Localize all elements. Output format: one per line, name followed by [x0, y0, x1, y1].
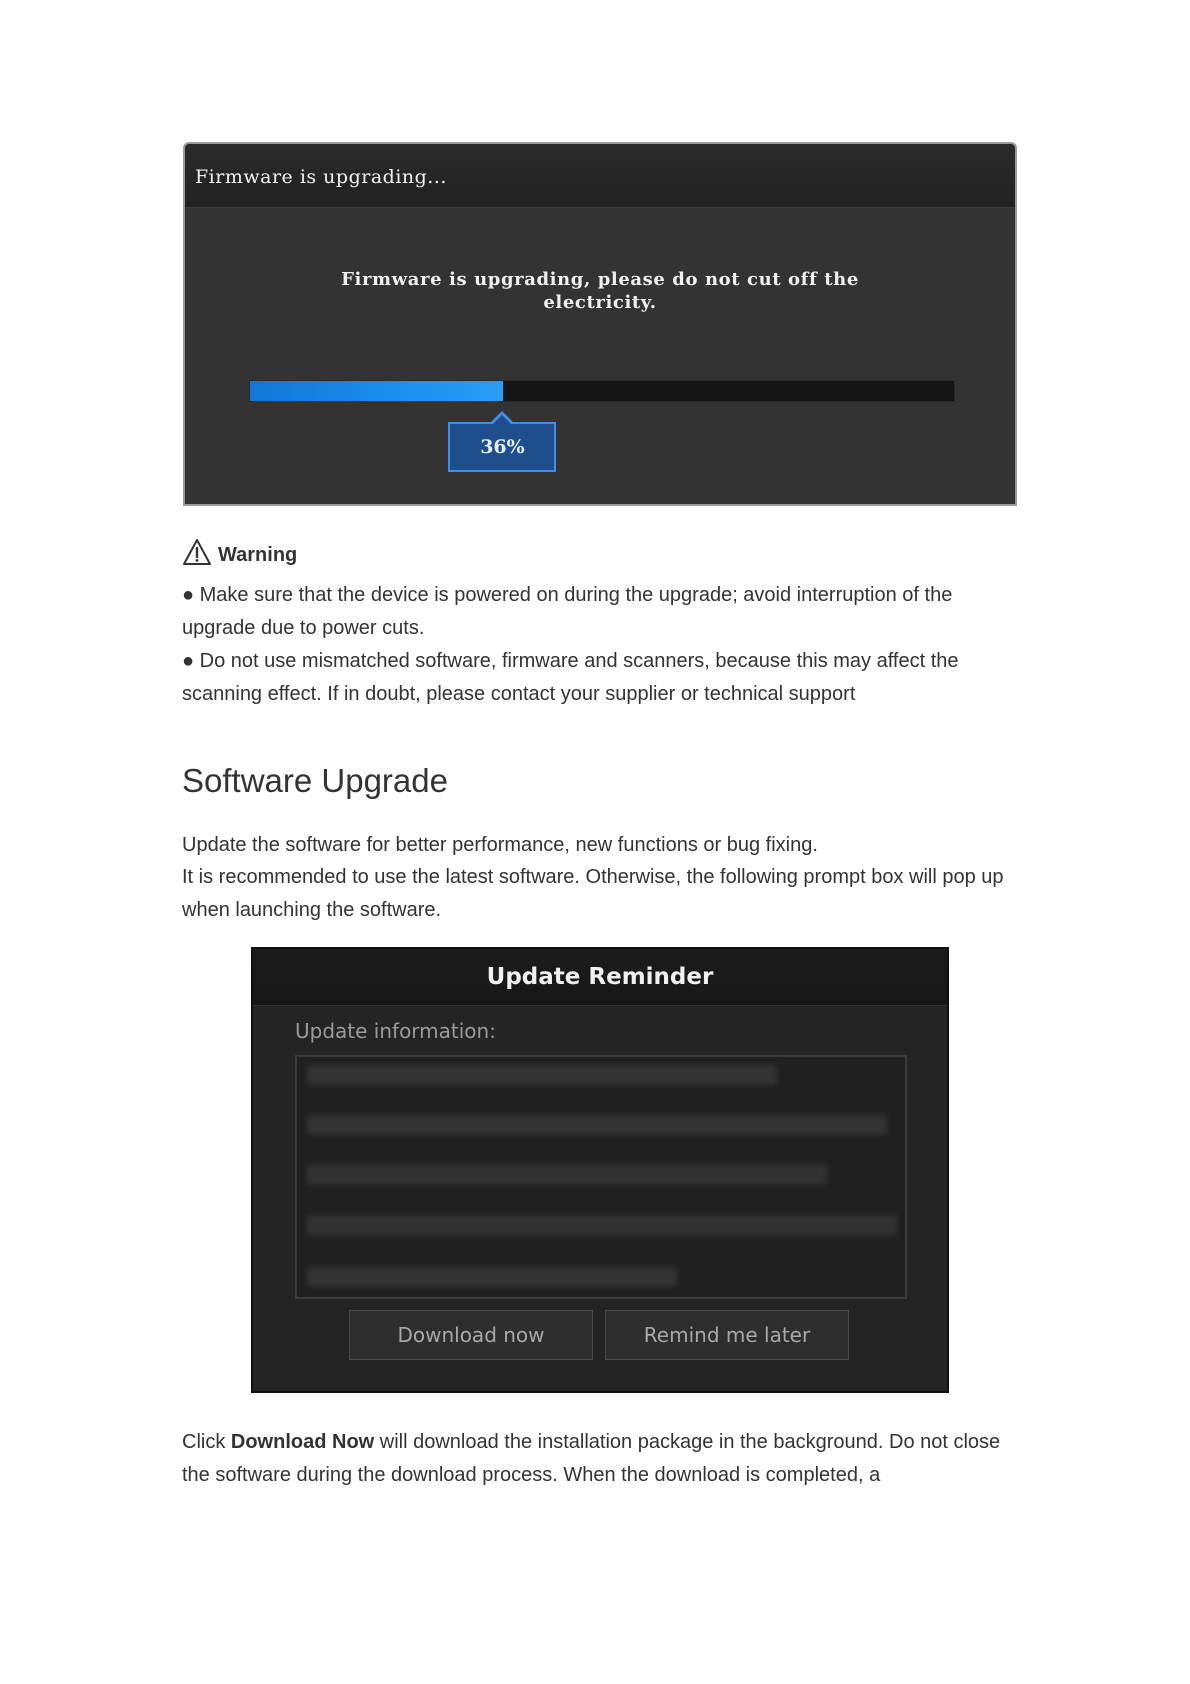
firmware-message-line1: Firmware is upgrading, please do not cut off the [341, 269, 859, 290]
progress-percent-tooltip: 36% [448, 422, 556, 472]
blurred-text-row [307, 1115, 887, 1135]
download-now-button[interactable]: Download now [349, 1310, 593, 1360]
progress-bar [249, 380, 955, 402]
footer-suffix: will download the installation package in the background. Do not close the software during the download process. When the download is completed, a [182, 1431, 1001, 1486]
firmware-dialog [183, 142, 1017, 506]
update-dialog-title: Update Reminder [253, 949, 947, 1006]
update-reminder-dialog [251, 947, 949, 1393]
update-info-textbox[interactable] [295, 1055, 907, 1299]
footer-paragraph [182, 1426, 1022, 1492]
firmware-dialog-title: Firmware is upgrading... [185, 144, 1015, 208]
section-para-2: It is recommended to use the latest software. Otherwise, the following prompt box will pop up when launching the software. [182, 866, 1004, 921]
remind-me-later-button[interactable]: Remind me later [605, 1310, 849, 1360]
warning-heading [182, 538, 297, 566]
blurred-text-row [307, 1065, 777, 1085]
footer-bold-download-now: Download Now [230, 1431, 375, 1453]
footer-prefix: Click [182, 1431, 231, 1453]
progress-fill [250, 381, 503, 401]
firmware-message [185, 268, 1015, 314]
warning-title: Warning [218, 544, 298, 566]
warning-bullet-2: ● Do not use mismatched software, firmware and scanners, because this may affect the scanning effect. If in doubt, please contact your supplier or technical support [182, 650, 959, 705]
section-para-1: Update the software for better performance, new functions or bug fixing. [182, 834, 818, 856]
blurred-text-row [307, 1267, 677, 1287]
warning-bullet-1: ● Make sure that the device is powered on during the upgrade; avoid interruption of the upgrade due to power cuts. [182, 584, 953, 639]
blurred-text-row [307, 1165, 827, 1185]
warning-triangle-icon [182, 538, 212, 566]
firmware-message-line2: electricity. [543, 292, 657, 313]
update-info-label: Update information: [295, 1019, 496, 1043]
section-title: Software Upgrade [182, 762, 448, 799]
blurred-text-row [307, 1215, 897, 1235]
